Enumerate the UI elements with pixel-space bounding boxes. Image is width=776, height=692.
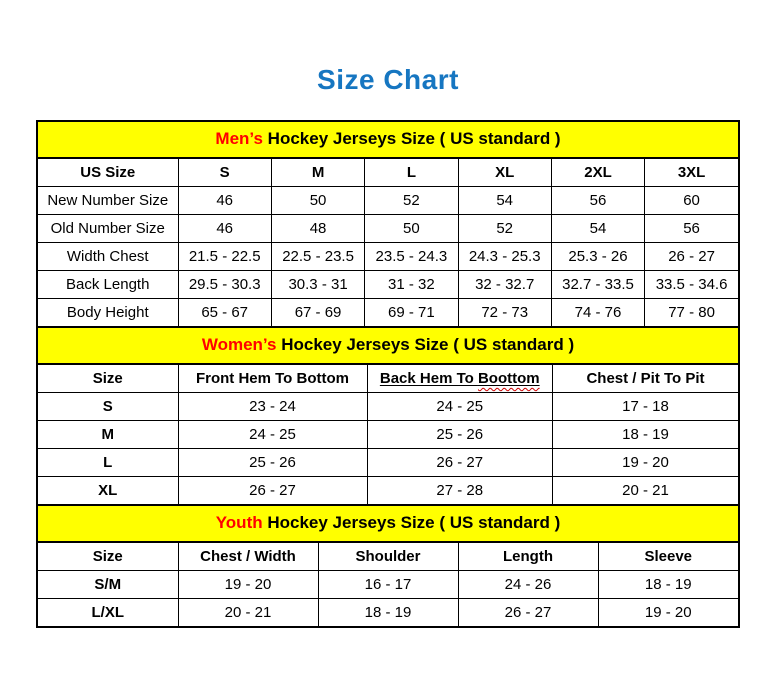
- womens-cell: 20 - 21: [553, 477, 739, 505]
- mens-cell: 50: [365, 215, 458, 243]
- womens-cell: 19 - 20: [553, 449, 739, 477]
- mens-column-header: XL: [458, 159, 551, 187]
- mens-column-header: 2XL: [551, 159, 644, 187]
- womens-row-label: L: [38, 449, 178, 477]
- mens-cell: 26 - 27: [645, 243, 738, 271]
- mens-cell: 67 - 69: [271, 299, 364, 327]
- mens-cell: 32 - 32.7: [458, 271, 551, 299]
- youth-column-header: Shoulder: [318, 543, 458, 571]
- mens-cell: 60: [645, 187, 738, 215]
- mens-cell: 46: [178, 187, 271, 215]
- mens-row-label: Width Chest: [38, 243, 178, 271]
- youth-section-caption: [38, 504, 738, 543]
- youth-column-header: Chest / Width: [178, 543, 318, 571]
- youth-caption-highlight: Youth: [215, 513, 263, 532]
- youth-size-table: [38, 543, 738, 626]
- mens-cell: 22.5 - 23.5: [271, 243, 364, 271]
- youth-cell: 26 - 27: [458, 599, 598, 627]
- mens-cell: 33.5 - 34.6: [645, 271, 738, 299]
- mens-cell: 69 - 71: [365, 299, 458, 327]
- womens-cell: 23 - 24: [178, 393, 367, 421]
- mens-column-header: L: [365, 159, 458, 187]
- youth-cell: 18 - 19: [598, 571, 738, 599]
- youth-row-label: L/XL: [38, 599, 178, 627]
- youth-column-header: Length: [458, 543, 598, 571]
- mens-caption-text: Hockey Jerseys Size ( US standard ): [262, 129, 561, 148]
- womens-data-row: [38, 393, 738, 421]
- womens-cell: 26 - 27: [178, 477, 367, 505]
- womens-cell: 17 - 18: [553, 393, 739, 421]
- mens-cell: 31 - 32: [365, 271, 458, 299]
- mens-cell: 54: [551, 215, 644, 243]
- mens-cell: 21.5 - 22.5: [178, 243, 271, 271]
- mens-column-header: US Size: [38, 159, 178, 187]
- womens-size-table: [38, 365, 738, 504]
- mens-cell: 29.5 - 30.3: [178, 271, 271, 299]
- mens-row-label: Back Length: [38, 271, 178, 299]
- youth-row-label: S/M: [38, 571, 178, 599]
- spellcheck-squiggle-word: Boottom: [477, 370, 540, 387]
- page-title: Size Chart: [317, 64, 459, 95]
- womens-cell: 18 - 19: [553, 421, 739, 449]
- womens-cell: 24 - 25: [367, 393, 553, 421]
- mens-data-row: [38, 243, 738, 271]
- womens-column-header: Chest / Pit To Pit: [553, 365, 739, 393]
- mens-cell: 23.5 - 24.3: [365, 243, 458, 271]
- mens-cell: 25.3 - 26: [551, 243, 644, 271]
- mens-row-label: Old Number Size: [38, 215, 178, 243]
- mens-cell: 56: [645, 215, 738, 243]
- womens-cell: 27 - 28: [367, 477, 553, 505]
- womens-column-header: Size: [38, 365, 178, 393]
- youth-cell: 18 - 19: [318, 599, 458, 627]
- youth-caption-text: Hockey Jerseys Size ( US standard ): [262, 513, 561, 532]
- mens-cell: 77 - 80: [645, 299, 738, 327]
- mens-cell: 54: [458, 187, 551, 215]
- youth-cell: 19 - 20: [178, 571, 318, 599]
- womens-cell: 25 - 26: [178, 449, 367, 477]
- mens-cell: 48: [271, 215, 364, 243]
- mens-cell: 52: [458, 215, 551, 243]
- mens-data-row: [38, 215, 738, 243]
- womens-header-row: [38, 365, 738, 393]
- womens-column-header: Front Hem To Bottom: [178, 365, 367, 393]
- youth-cell: 16 - 17: [318, 571, 458, 599]
- mens-cell: 74 - 76: [551, 299, 644, 327]
- womens-cell: 24 - 25: [178, 421, 367, 449]
- mens-section-caption: [38, 122, 738, 159]
- mens-cell: 65 - 67: [178, 299, 271, 327]
- mens-column-header: S: [178, 159, 271, 187]
- womens-row-label: M: [38, 421, 178, 449]
- youth-column-header: Size: [38, 543, 178, 571]
- youth-data-row: [38, 599, 738, 627]
- mens-cell: 72 - 73: [458, 299, 551, 327]
- womens-data-row: [38, 421, 738, 449]
- mens-column-header: M: [271, 159, 364, 187]
- mens-cell: 24.3 - 25.3: [458, 243, 551, 271]
- womens-cell: 25 - 26: [367, 421, 553, 449]
- size-chart-box: [36, 120, 740, 628]
- mens-cell: 56: [551, 187, 644, 215]
- womens-column-header: [367, 365, 553, 393]
- youth-data-row: [38, 571, 738, 599]
- mens-data-row: [38, 271, 738, 299]
- mens-size-table: [38, 159, 738, 326]
- mens-data-row: [38, 299, 738, 327]
- womens-section-caption: [38, 326, 738, 365]
- mens-column-header: 3XL: [645, 159, 738, 187]
- womens-data-row: [38, 449, 738, 477]
- womens-row-label: XL: [38, 477, 178, 505]
- womens-data-row: [38, 477, 738, 505]
- womens-row-label: S: [38, 393, 178, 421]
- mens-row-label: New Number Size: [38, 187, 178, 215]
- youth-cell: 20 - 21: [178, 599, 318, 627]
- womens-cell: 26 - 27: [367, 449, 553, 477]
- youth-cell: 24 - 26: [458, 571, 598, 599]
- youth-header-row: [38, 543, 738, 571]
- womens-caption-highlight: Women’s: [201, 335, 277, 354]
- mens-cell: 52: [365, 187, 458, 215]
- mens-row-label: Body Height: [38, 299, 178, 327]
- mens-header-row: [38, 159, 738, 187]
- youth-column-header: Sleeve: [598, 543, 738, 571]
- mens-cell: 46: [178, 215, 271, 243]
- underlined-header-text: Back Hem To Boottom: [379, 370, 540, 387]
- mens-cell: 32.7 - 33.5: [551, 271, 644, 299]
- mens-data-row: [38, 187, 738, 215]
- youth-cell: 19 - 20: [598, 599, 738, 627]
- mens-cell: 30.3 - 31: [271, 271, 364, 299]
- mens-cell: 50: [271, 187, 364, 215]
- womens-caption-text: Hockey Jerseys Size ( US standard ): [276, 335, 575, 354]
- mens-caption-highlight: Men’s: [215, 129, 263, 148]
